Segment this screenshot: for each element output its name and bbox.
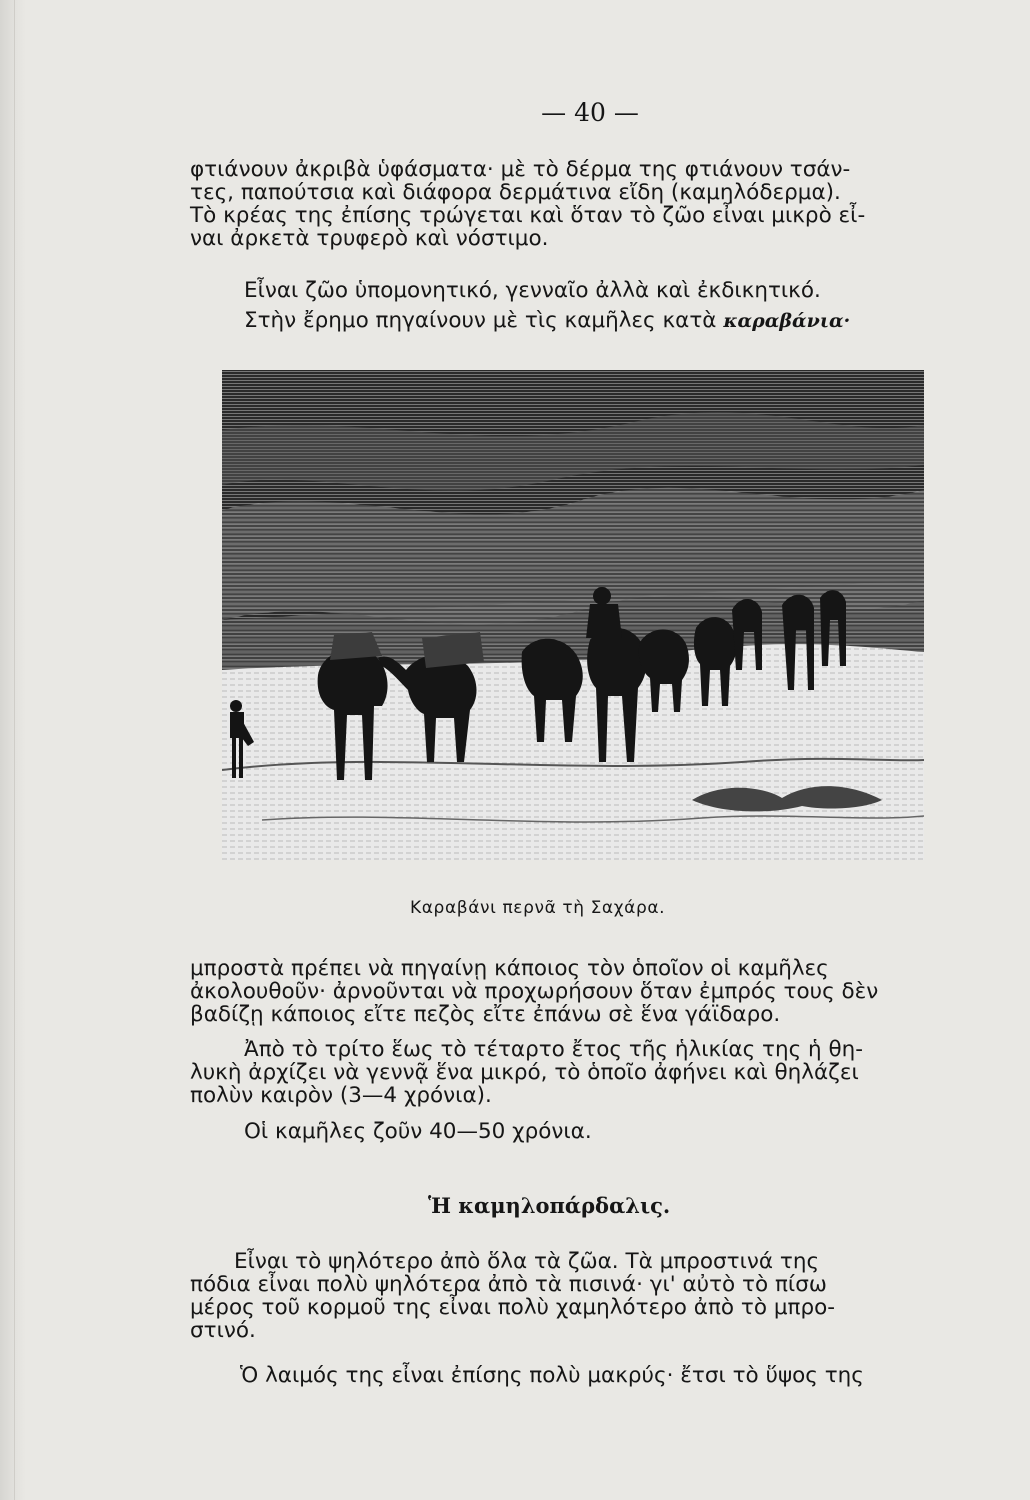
- paragraph-leader: [190, 957, 878, 1026]
- page-number: — 40 —: [541, 98, 639, 127]
- text-line: μπροστὰ πρέπει νὰ πηγαίνῃ κάποιος τὸν ὁποῖον οἱ καμῆλες: [190, 956, 829, 981]
- caravan-text: Στὴν ἔρημο πηγαίνουν μὲ τὶς καμῆλες κατὰ: [244, 308, 717, 333]
- text-line: Οἱ καμῆλες ζοῦν 40—50 χρόνια.: [244, 1119, 592, 1144]
- text-line: μέρος τοῦ κορμοῦ της εἶναι πολὺ χαμηλότερο ἀπὸ τὸ μπρο-: [190, 1295, 836, 1320]
- text-line: ναι ἀρκετὰ τρυφερὸ καὶ νόστιμο.: [190, 226, 549, 251]
- paragraph-giraffe-height: [190, 1250, 835, 1342]
- text-line: ἀκολουθοῦν· ἀρνοῦνται νὰ προχωρήσουν ὅταν ἐμπρός τους δὲν: [190, 979, 879, 1004]
- paragraph-giraffe-neck: [240, 1364, 864, 1387]
- text-line: Τὸ κρέας της ἐπίσης τρώγεται καὶ ὅταν τὸ ζῶο εἶναι μικρὸ εἶ-: [190, 203, 866, 228]
- text-line: Ὁ λαιμός της εἶναι ἐπίσης πολὺ μακρύς· ἔτσι τὸ ὕψος της: [240, 1363, 864, 1388]
- text-line: στινό.: [190, 1318, 256, 1343]
- text-line: τες, παπούτσια καὶ διάφορα δερμάτινα εἴδη (καμηλόδερμα).: [190, 180, 841, 205]
- text-line: Ἀπὸ τὸ τρίτο ἕως τὸ τέταρτο ἔτος τῆς ἡλικίας της ἡ θη-: [244, 1037, 864, 1062]
- caravan-engraving: [222, 370, 924, 860]
- text-line: λυκὴ ἀρχίζει νὰ γεννᾷ ἕνα μικρό, τὸ ὁποῖο ἀφήνει καὶ θηλάζει: [190, 1060, 859, 1085]
- paragraph-caravans: [244, 309, 850, 333]
- book-spine-shadow: [0, 0, 26, 1500]
- text-line: βαδίζῃ κάποιος εἴτε πεζὸς εἴτε ἐπάνω σὲ ἕνα γάϊδαρο.: [190, 1002, 781, 1027]
- section-heading: Ἡ καμηλοπάρδαλις.: [428, 1193, 671, 1218]
- paragraph-lifespan: [244, 1120, 592, 1143]
- caravan-illustration: [222, 370, 924, 860]
- text-line: πολὺν καιρὸν (3—4 χρόνια).: [190, 1083, 492, 1108]
- illustration-caption: Καραβάνι περνᾶ τὴ Σαχάρα.: [410, 898, 666, 918]
- paragraph-camel-uses: [190, 158, 865, 250]
- book-fold-line: [14, 0, 15, 1500]
- text-line: πόδια εἶναι πολὺ ψηλότερα ἀπὸ τὰ πισινά· γι' αὐτὸ τὸ πίσω: [190, 1272, 827, 1297]
- paragraph-camel-temperament: [244, 279, 821, 302]
- text-line: Εἶναι ζῶο ὑπομονητικό, γενναῖο ἀλλὰ καὶ ἐκδικητικό.: [244, 278, 821, 303]
- text-line: φτιάνουν ἀκριβὰ ὑφάσματα· μὲ τὸ δέρμα της φτιάνουν τσάν-: [190, 157, 851, 182]
- caravan-bold-word: καραβάνια·: [723, 310, 851, 332]
- text-line: Εἶναι τὸ ψηλότερο ἀπὸ ὅλα τὰ ζῶα. Τὰ μπροστινά της: [234, 1249, 820, 1274]
- paragraph-breeding: [190, 1038, 863, 1107]
